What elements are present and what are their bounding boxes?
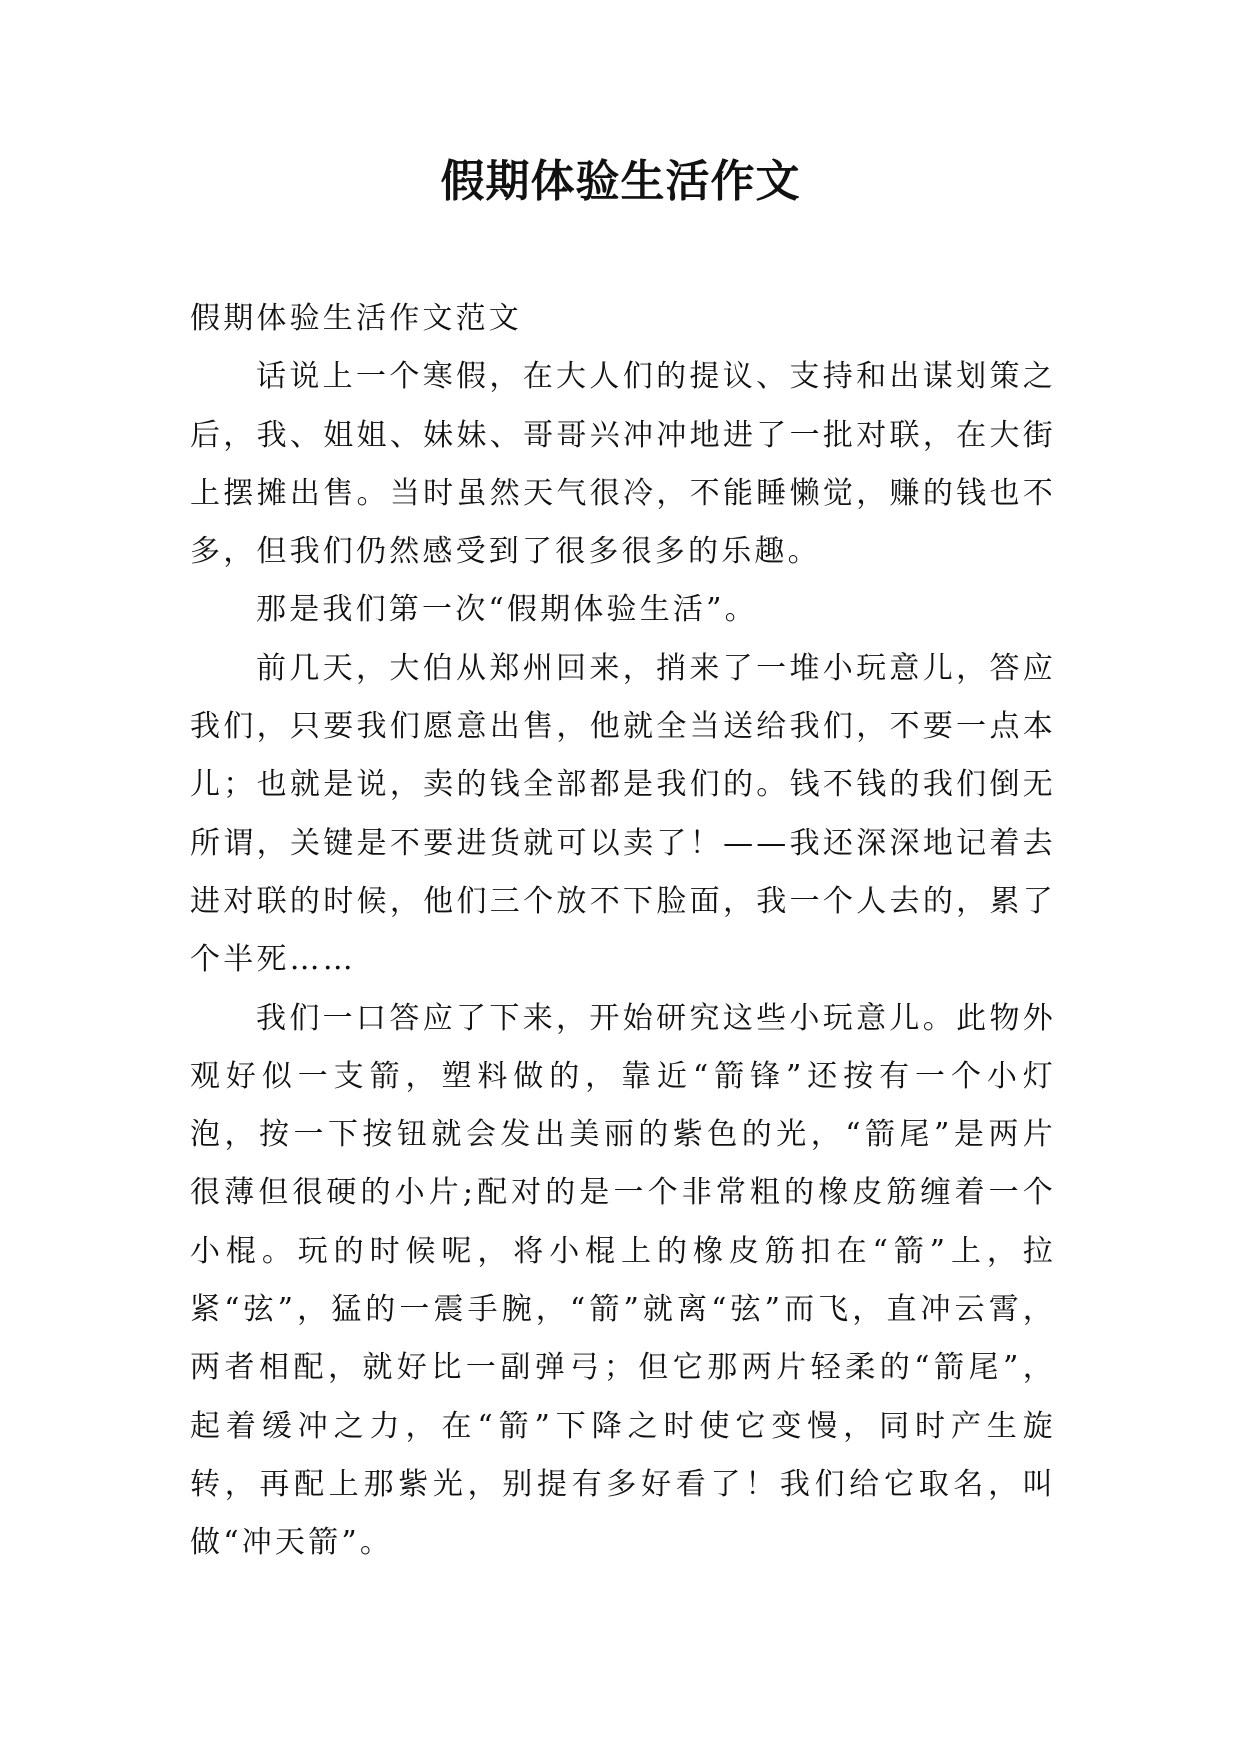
document-title: 假期体验生活作文 [440,156,801,207]
paragraph-4: 我们一口答应了下来，开始研究这些小玩意儿。此物外观好似一支箭，塑料做的，靠近“箭锋”还按有一个小灯泡，按一下按钮就会发出美丽的紫色的光，“箭尾”是两片很薄但很硬的小片;配对的是一个非常粗的橡皮筋缠着一个小棍。玩的时候呢，将小棍上的橡皮筋扣在“箭”上，拉紧“弦”，猛的一震手腕，“箭”就离“弦”而飞，直冲云霄，两者相配，就好比一副弹弓；但它那两片轻柔的“箭尾”，起着缓冲之力，在“箭”下降之时使它变慢，同时产生旋转，再配上那紫光，别提有多好看了！我们给它取名，叫做“冲天箭”。 [190,1000,1056,1561]
paragraph-1: 话说上一个寒假，在大人们的提议、支持和出谋划策之后，我、姐姐、妹妹、哥哥兴冲冲地进了一批对联，在大街上摆摊出售。当时虽然天气很冷，不能睡懒觉，赚的钱也不多，但我们仍然感受到了很多很多的乐趣。 [190,359,1056,570]
document-subtitle: 假期体验生活作文范文 [190,301,522,336]
paragraph-3: 前几天，大伯从郑州回来，捎来了一堆小玩意儿，答应我们，只要我们愿意出售，他就全当送给我们，不要一点本儿；也就是说，卖的钱全部都是我们的。钱不钱的我们倒无所谓，关键是不要进货就可以卖了！——我还深深地记着去进对联的时候，他们三个放不下脸面，我一个人去的，累了个半死…… [190,650,1056,978]
document-body [190,290,1056,1573]
paragraph-2: 那是我们第一次“假期体验生活”。 [256,592,758,628]
